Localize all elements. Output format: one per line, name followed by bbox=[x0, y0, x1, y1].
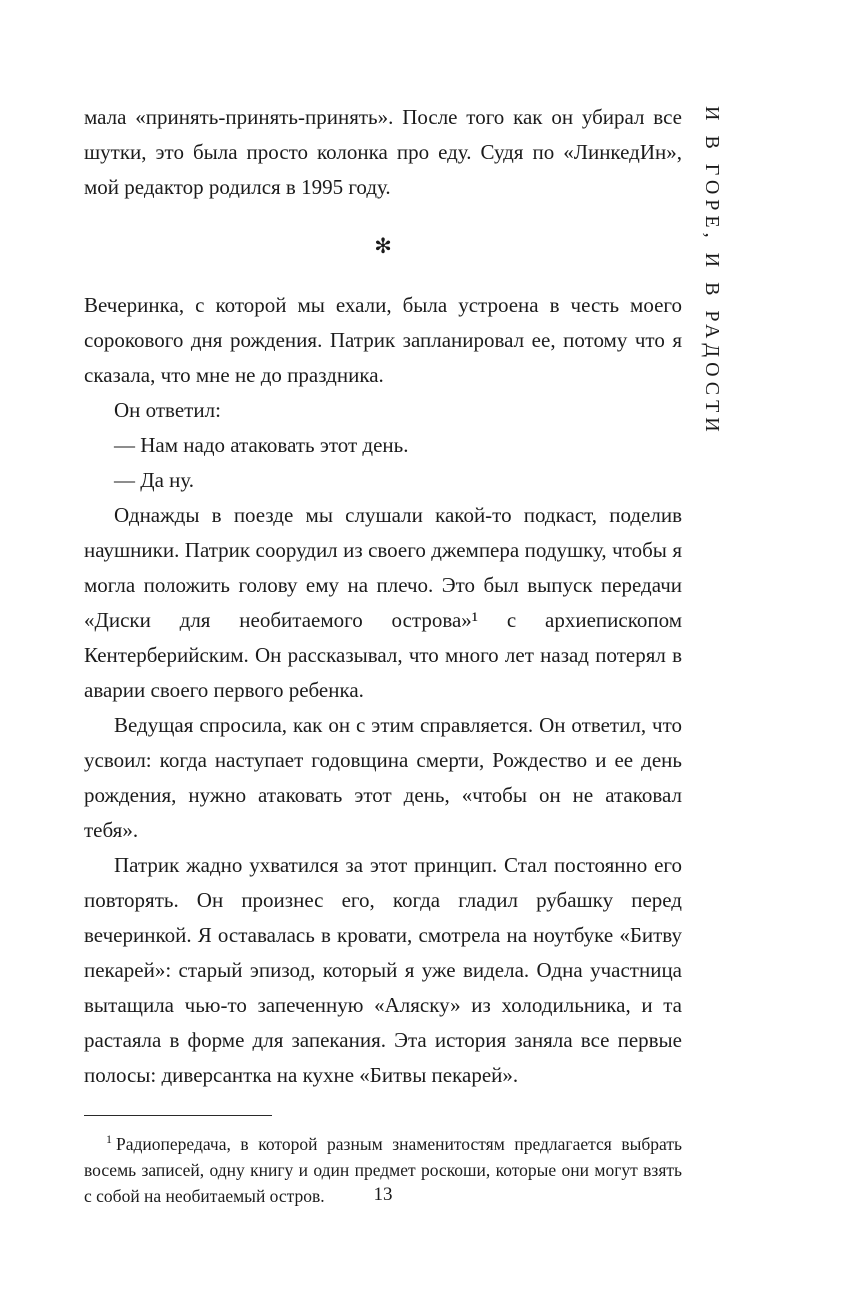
paragraph: — Нам надо атаковать этот день. bbox=[114, 433, 409, 457]
footnote-body: Радиопередача, в которой разным знаменитостям предлагается выбрать восемь записей, одну книгу и один предмет роскоши, которые они могут взять с собой на необитаемый остров. bbox=[84, 1133, 682, 1206]
paragraph: — Да ну. bbox=[114, 468, 195, 492]
paragraph: Он ответил: bbox=[114, 398, 221, 422]
footnote-marker: 1 bbox=[106, 1132, 112, 1146]
page-number: 13 bbox=[373, 1184, 393, 1205]
running-head: И В ГОРЕ, И В РАДОСТИ bbox=[701, 106, 723, 437]
paragraph: мала «принять-принять-принять». После того как он убирал все шутки, это была просто колонка про еду. Судя по «ЛинкедИн», мой редактор родился в 1995 году. bbox=[84, 105, 682, 199]
paragraph: Однажды в поезде мы слушали какой-то подкаст, поделив наушники. Патрик соорудил из своего джемпера подушку, чтобы я могла положить голову ему на плечо. Это был выпуск передачи «Диски для необитаемого острова»¹ с архиепископом Кентерберийским. Он рассказывал, что много лет назад потерял в аварии своего первого ребенка. bbox=[84, 503, 682, 702]
paragraph: Патрик жадно ухватился за этот принцип. Стал постоянно его повторять. Он произнес его, когда гладил рубашку перед вечеринкой. Я оставалась в кровати, смотрела на ноутбуке «Битву пекарей»: старый эпизод, который я уже видела. Одна участница вытащила чью-то запеченную «Аляску» из холодильника, и та растаяла в форме для запекания. Эта история заняла все первые полосы: диверсантка на кухне «Битвы пекарей». bbox=[84, 853, 682, 1087]
section-separator: ✻ bbox=[374, 234, 392, 258]
text-block bbox=[84, 100, 682, 1209]
footnote-rule bbox=[84, 1115, 272, 1116]
paragraph: Ведущая спросила, как он с этим справляется. Он ответил, что усвоил: когда наступает годовщина смерти, Рождество и ее день рождения, нужно атаковать этот день, «чтобы он не атаковал тебя». bbox=[84, 713, 682, 842]
paragraph: Вечеринка, с которой мы ехали, была устроена в честь моего сорокового дня рождения. Патрик запланировал ее, потому что я сказала, что мне не до праздника. bbox=[84, 293, 682, 387]
